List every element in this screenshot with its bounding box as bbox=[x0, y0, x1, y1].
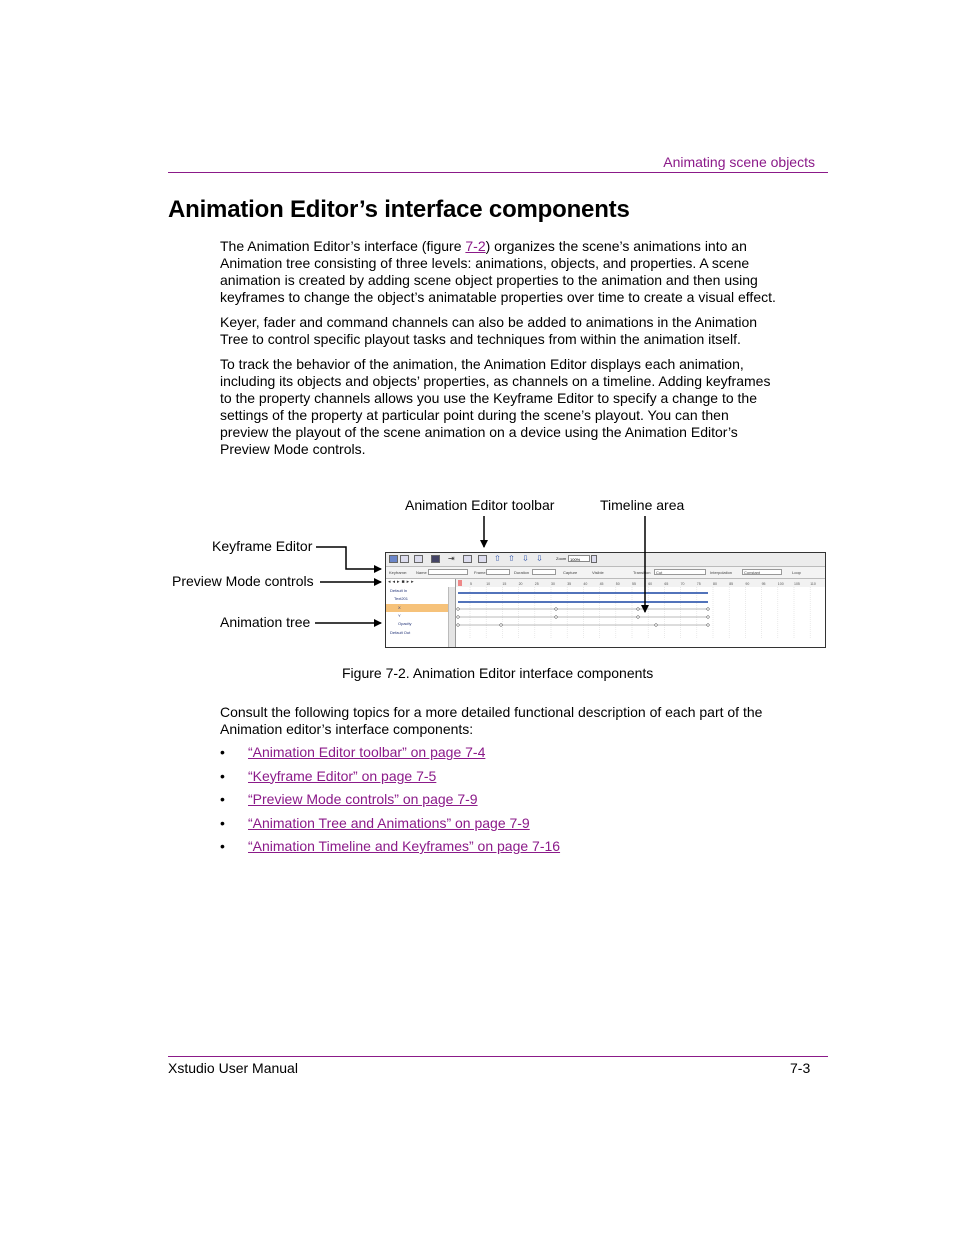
intro-p1-after: ) organizes the scene’s animations into an Animation tree consisting of three levels: animations, objects, and properties. A scene animation is created by adding scene object properties to the animation and then using keyframes to change the object’s animatable properties over time to create a visual effect. bbox=[220, 238, 776, 305]
topic-link[interactable]: “Preview Mode controls” on page 7-9 bbox=[248, 791, 478, 807]
intro-paragraph-3: To track the behavior of the animation, the Animation Editor displays each animation, including its objects and objects’ properties, as channels on a timeline. Adding keyframes to the property channels allows you use the Keyframe Editor to specify a change to the settings of the property at particular point during the scene’s playout. You can then preview the playout of the scene animation on a device using the Animation Editor’s Preview Mode controls. bbox=[220, 356, 771, 457]
tree-item[interactable]: Y bbox=[398, 612, 401, 618]
topic-link-item bbox=[220, 813, 560, 837]
zoom-select[interactable]: 100% bbox=[568, 555, 590, 562]
ruler-tick-label: 25 bbox=[534, 582, 539, 586]
ruler-tick-label: 15 bbox=[502, 582, 507, 586]
bullet: • bbox=[220, 791, 225, 807]
ruler-tick-label: 95 bbox=[761, 582, 766, 586]
forward-icon[interactable]: ▸▸ bbox=[406, 579, 416, 585]
topic-link-item bbox=[220, 742, 560, 766]
topic-link-item bbox=[220, 766, 560, 790]
ruler-tick-label: 35 bbox=[567, 582, 572, 586]
intro-p1-before: The Animation Editor’s interface (figure bbox=[220, 238, 466, 254]
figure-xref-link[interactable]: 7-2 bbox=[465, 238, 486, 254]
ruler-tick-label: 55 bbox=[632, 582, 636, 586]
topic-links-list bbox=[220, 742, 560, 860]
topic-link[interactable]: “Animation Tree and Animations” on page 7-9 bbox=[248, 814, 530, 831]
keyframe-add-icon: ⇥ bbox=[448, 554, 455, 563]
tree-item[interactable]: Default In bbox=[390, 588, 408, 593]
bullet: • bbox=[220, 744, 225, 760]
ruler-tick-label: 20 bbox=[518, 582, 523, 586]
ruler-tick-label: 100 bbox=[777, 582, 784, 586]
ruler-tick-label: 105 bbox=[794, 582, 800, 586]
bullet: • bbox=[220, 814, 225, 831]
arrow-down-icon: ⇩ bbox=[522, 554, 529, 563]
rewind-icon[interactable]: ◂◂ bbox=[388, 579, 398, 585]
ruler-tick-label: 70 bbox=[680, 582, 685, 586]
callout-timeline: Timeline area bbox=[600, 497, 685, 513]
tree-item[interactable]: X bbox=[386, 604, 448, 612]
bullet: • bbox=[220, 838, 225, 854]
frame-label: Frame bbox=[474, 570, 486, 575]
topic-link-item bbox=[220, 789, 560, 813]
ruler-tick-label: 65 bbox=[664, 582, 669, 586]
name-label: Name bbox=[416, 570, 427, 575]
interpolation-label: Interpolation bbox=[710, 570, 733, 575]
ruler-tick-label: 90 bbox=[745, 582, 750, 586]
interpolation-select[interactable]: Constant bbox=[742, 569, 782, 575]
arrow-down-2-icon: ⇩ bbox=[536, 554, 543, 563]
duration-label: Duration bbox=[514, 570, 530, 575]
play-icon[interactable]: ▸ bbox=[397, 579, 402, 585]
running-head: Animating scene objects bbox=[663, 154, 815, 170]
topic-link-item bbox=[220, 836, 560, 860]
callout-toolbar: Animation Editor toolbar bbox=[405, 497, 555, 513]
stop-icon[interactable]: ■ bbox=[401, 579, 407, 585]
ruler-tick-label: 5 bbox=[470, 582, 472, 586]
ruler-tick-label: 80 bbox=[713, 582, 717, 586]
ruler-tick-label: 85 bbox=[729, 582, 734, 586]
loop-label: Loop bbox=[792, 570, 801, 575]
topic-link[interactable]: “Keyframe Editor” on page 7-5 bbox=[248, 767, 437, 784]
page-title: Animation Editor’s interface components bbox=[168, 196, 630, 223]
zoom-label: Zoom bbox=[556, 556, 567, 561]
ruler-tick-label: 50 bbox=[615, 582, 620, 586]
figure-caption: Figure 7-2. Animation Editor interface components bbox=[342, 665, 654, 681]
footer-rule bbox=[168, 1056, 828, 1057]
ruler-tick-label: 75 bbox=[696, 582, 701, 586]
capture-label: Capture bbox=[563, 570, 578, 575]
callout-keyframe-editor: Keyframe Editor bbox=[212, 538, 313, 554]
ruler-tick-label: 60 bbox=[648, 582, 653, 586]
topic-link[interactable]: “Animation Timeline and Keyframes” on page 7-16 bbox=[248, 838, 561, 854]
ruler-tick-label: 10 bbox=[486, 582, 491, 586]
keyframe-label: Keyframe: bbox=[389, 570, 408, 575]
arrow-keyframe-editor bbox=[316, 547, 381, 569]
ruler-tick-label: 30 bbox=[551, 582, 555, 586]
tree-item[interactable]: Text201 bbox=[394, 596, 409, 602]
tree-item[interactable]: Default Out bbox=[390, 629, 411, 635]
topic-link[interactable]: “Animation Editor toolbar” on page 7-4 bbox=[248, 744, 486, 760]
arrow-up-icon: ⇧ bbox=[494, 554, 501, 563]
ruler-tick-label: 40 bbox=[583, 582, 588, 586]
ruler-tick-label: 45 bbox=[599, 582, 604, 586]
callout-preview-controls: Preview Mode controls bbox=[172, 573, 314, 589]
consult-paragraph: Consult the following topics for a more detailed functional description of each part of the Animation editor’s interface components: bbox=[220, 704, 763, 737]
transition-label: Transition bbox=[633, 570, 651, 575]
callout-tree: Animation tree bbox=[220, 614, 311, 630]
visible-label: Visible bbox=[592, 570, 604, 575]
transition-select[interactable]: Cut bbox=[654, 569, 706, 575]
ruler-tick-label: 110 bbox=[810, 582, 816, 586]
footer-page-number: 7-3 bbox=[790, 1060, 811, 1076]
intro-paragraph-2: Keyer, fader and command channels can also be added to animations in the Animation Tree to control specific playout tasks and techniques from within the animation itself. bbox=[220, 314, 758, 347]
arrow-up-2-icon: ⇧ bbox=[508, 554, 515, 563]
bullet: • bbox=[220, 767, 225, 784]
tree-item[interactable]: Opacity bbox=[398, 621, 412, 627]
footer-manual-title: Xstudio User Manual bbox=[168, 1060, 298, 1076]
